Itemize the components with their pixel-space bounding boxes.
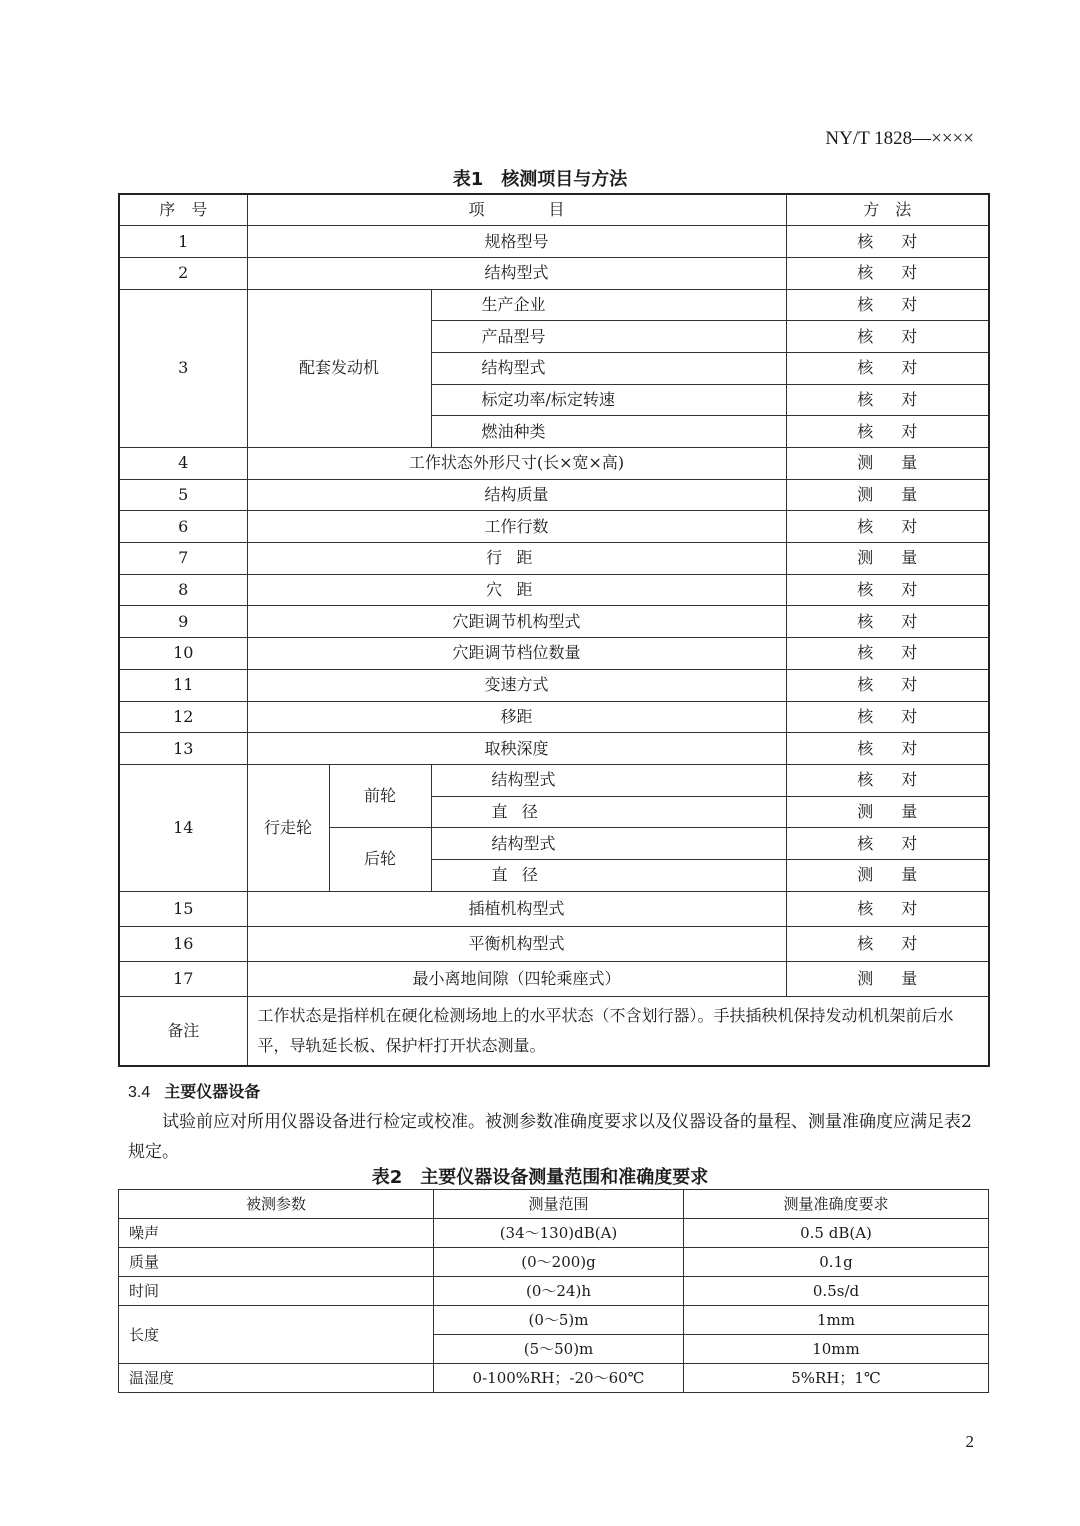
row-item: 工作状态外形尺寸(长×宽×高) <box>247 448 786 480</box>
row-item: 规格型号 <box>247 226 786 258</box>
sub-item: 产品型号 <box>431 321 786 353</box>
table-row <box>119 606 989 638</box>
row-method: 测 量 <box>786 479 989 511</box>
sub-item: 燃油种类 <box>431 416 786 448</box>
row-method: 测 量 <box>786 961 989 996</box>
row-no: 13 <box>119 733 247 765</box>
table-row <box>119 574 989 606</box>
header-param: 被测参数 <box>119 1190 434 1219</box>
range-cell: (0～24)h <box>434 1277 684 1306</box>
row-no: 11 <box>119 669 247 701</box>
section-heading <box>128 1079 260 1102</box>
range-cell: (0～200)g <box>434 1248 684 1277</box>
sub-item: 标定功率/标定转速 <box>431 384 786 416</box>
row-no: 14 <box>119 764 247 891</box>
instrument-requirements-table <box>118 1189 989 1393</box>
row-method: 核 对 <box>786 289 989 321</box>
row-method: 核 对 <box>786 574 989 606</box>
header-range: 测量范围 <box>434 1190 684 1219</box>
table-row <box>119 764 989 796</box>
front-wheel-label: 前轮 <box>329 764 431 827</box>
table2-caption: 表2 主要仪器设备测量范围和准确度要求 <box>371 1167 709 1188</box>
row-group: 配套发动机 <box>247 289 431 447</box>
row-method: 核 对 <box>786 226 989 258</box>
accuracy-cell: 0.1g <box>684 1248 989 1277</box>
accuracy-cell: 1mm <box>684 1306 989 1335</box>
table-row <box>119 1306 989 1335</box>
param-cell: 时间 <box>119 1277 434 1306</box>
header-accuracy: 测量准确度要求 <box>684 1190 989 1219</box>
sub-item: 结构型式 <box>431 828 786 860</box>
row-no: 7 <box>119 543 247 575</box>
param-cell: 质量 <box>119 1248 434 1277</box>
row-item: 移距 <box>247 701 786 733</box>
row-method: 核 对 <box>786 416 989 448</box>
row-no: 12 <box>119 701 247 733</box>
table-row <box>119 257 989 289</box>
row-method: 测 量 <box>786 543 989 575</box>
table-row <box>119 1248 989 1277</box>
row-method: 核 对 <box>786 606 989 638</box>
row-item: 变速方式 <box>247 669 786 701</box>
row-no: 8 <box>119 574 247 606</box>
row-method: 核 对 <box>786 669 989 701</box>
page-number: 2 <box>965 1432 974 1451</box>
table-row <box>119 543 989 575</box>
inspection-items-table <box>118 193 990 1067</box>
table-row <box>119 638 989 670</box>
row-no: 10 <box>119 638 247 670</box>
param-cell: 温湿度 <box>119 1364 434 1393</box>
section-title: 主要仪器设备 <box>164 1082 261 1101</box>
row-no: 3 <box>119 289 247 447</box>
table-row <box>119 479 989 511</box>
row-no: 15 <box>119 891 247 926</box>
table-header-row <box>119 194 989 226</box>
row-method: 测 量 <box>786 448 989 480</box>
accuracy-cell: 0.5s/d <box>684 1277 989 1306</box>
row-item: 最小离地间隙（四轮乘座式） <box>247 961 786 996</box>
row-no: 9 <box>119 606 247 638</box>
row-item: 穴距 <box>247 574 786 606</box>
row-item: 平衡机构型式 <box>247 926 786 961</box>
header-item: 项 目 <box>247 194 786 226</box>
row-no: 4 <box>119 448 247 480</box>
sub-item: 直径 <box>431 796 786 828</box>
row-item: 穴距调节档位数量 <box>247 638 786 670</box>
header-method: 方 法 <box>786 194 989 226</box>
row-item: 穴距调节机构型式 <box>247 606 786 638</box>
row-item: 结构质量 <box>247 479 786 511</box>
table-row <box>119 1364 989 1393</box>
row-method: 核 对 <box>786 891 989 926</box>
row-no: 2 <box>119 257 247 289</box>
sub-item: 直径 <box>431 859 786 891</box>
row-method: 测 量 <box>786 859 989 891</box>
sub-item: 生产企业 <box>431 289 786 321</box>
table-row <box>119 926 989 961</box>
row-no: 6 <box>119 511 247 543</box>
param-cell: 噪声 <box>119 1219 434 1248</box>
row-item: 取秧深度 <box>247 733 786 765</box>
range-cell: (5～50)m <box>434 1335 684 1364</box>
range-cell: 0-100%RH；-20～60℃ <box>434 1364 684 1393</box>
row-no: 5 <box>119 479 247 511</box>
row-method: 核 对 <box>786 733 989 765</box>
row-method: 核 对 <box>786 701 989 733</box>
sub-item: 结构型式 <box>431 764 786 796</box>
table-row <box>119 1219 989 1248</box>
sub-item: 结构型式 <box>431 352 786 384</box>
param-cell: 长度 <box>119 1306 434 1364</box>
row-method: 核 对 <box>786 511 989 543</box>
accuracy-cell: 5%RH；1℃ <box>684 1364 989 1393</box>
section-number: 3.4 <box>128 1084 151 1101</box>
row-method: 核 对 <box>786 638 989 670</box>
accuracy-cell: 0.5 dB(A) <box>684 1219 989 1248</box>
table-row <box>119 226 989 258</box>
range-cell: (0～5)m <box>434 1306 684 1335</box>
row-item: 插植机构型式 <box>247 891 786 926</box>
accuracy-cell: 10mm <box>684 1335 989 1364</box>
range-cell: (34～130)dB(A) <box>434 1219 684 1248</box>
row-no: 1 <box>119 226 247 258</box>
row-method: 测 量 <box>786 796 989 828</box>
row-method: 核 对 <box>786 926 989 961</box>
row-no: 16 <box>119 926 247 961</box>
table-row <box>119 289 989 321</box>
row-method: 核 对 <box>786 384 989 416</box>
table-row <box>119 891 989 926</box>
row-method: 核 对 <box>786 352 989 384</box>
remark-row <box>119 996 989 1066</box>
rear-wheel-label: 后轮 <box>329 828 431 891</box>
table-row <box>119 961 989 996</box>
remark-label: 备注 <box>119 996 247 1066</box>
row-method: 核 对 <box>786 764 989 796</box>
section-paragraph: 试验前应对所用仪器设备进行检定或校准。被测参数准确度要求以及仪器设备的量程、测量准确度应满足表2规定。 <box>128 1112 972 1162</box>
table-row <box>119 1277 989 1306</box>
row-item: 行距 <box>247 543 786 575</box>
remark-text: 工作状态是指样机在硬化检测场地上的水平状态（不含划行器）。手扶插秧机保持发动机机架前后水平，导轨延长板、保护杆打开状态测量。 <box>247 996 989 1066</box>
table-header-row <box>119 1190 989 1219</box>
row-method: 核 对 <box>786 828 989 860</box>
table-row <box>119 701 989 733</box>
row-item: 工作行数 <box>247 511 786 543</box>
standard-code: NY/T 1828—×××× <box>825 128 974 149</box>
table-row <box>119 448 989 480</box>
table1-caption: 表1 核测项目与方法 <box>452 169 628 190</box>
table-row <box>119 511 989 543</box>
row-item: 结构型式 <box>247 257 786 289</box>
row-no: 17 <box>119 961 247 996</box>
row-method: 核 对 <box>786 257 989 289</box>
row-method: 核 对 <box>786 321 989 353</box>
table-row <box>119 733 989 765</box>
table-row <box>119 669 989 701</box>
row-group: 行走轮 <box>247 764 329 891</box>
header-no: 序 号 <box>119 194 247 226</box>
